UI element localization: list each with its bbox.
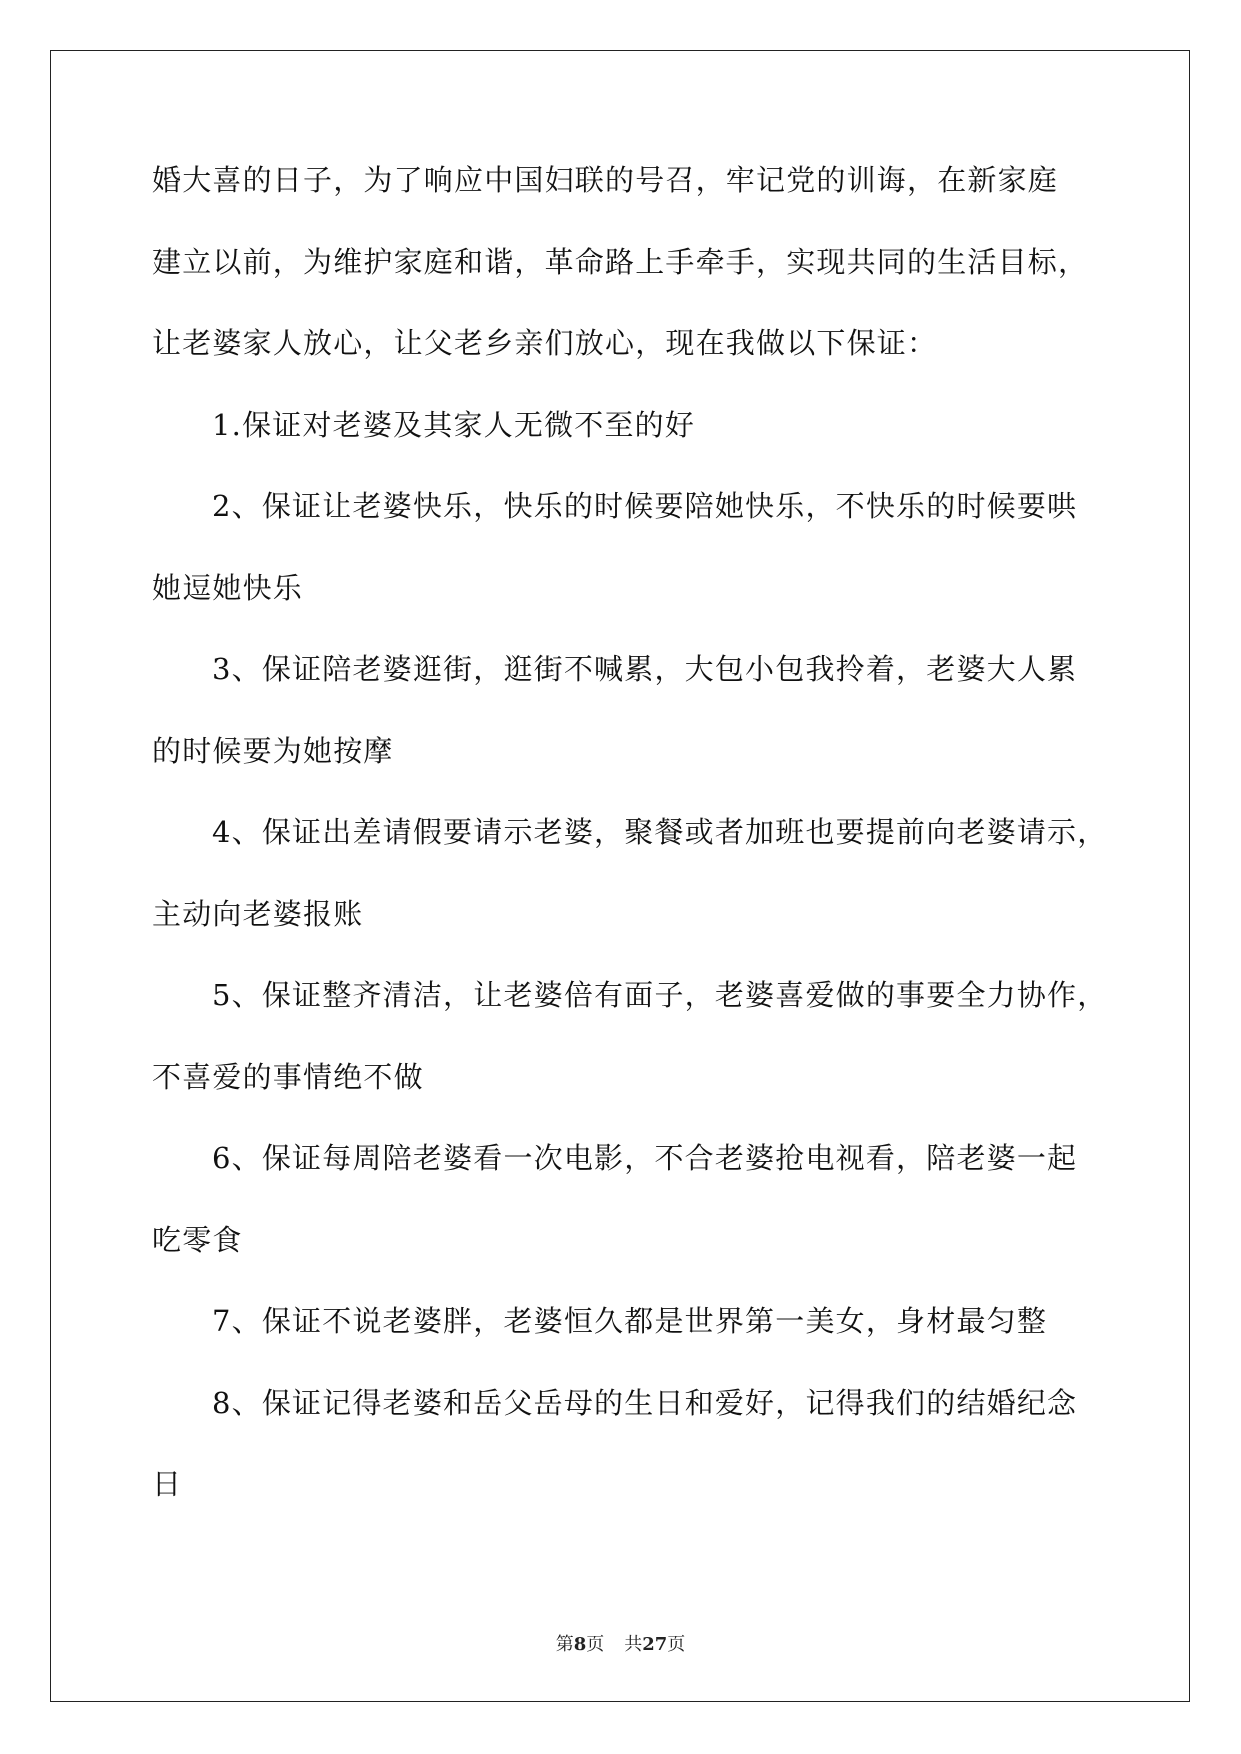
page-prefix: 第 [555, 1634, 574, 1655]
list-item-4: 4、保证出差请假要请示老婆，聚餐或者加班也要提前向老婆请示， [212, 815, 1108, 849]
list-item-2-continued: 她逗她快乐 [152, 570, 304, 605]
document-body [152, 160, 1108, 1546]
list-item-1: 1.保证对老婆及其家人无微不至的好 [212, 407, 696, 442]
total-suffix: 页 [667, 1634, 686, 1655]
list-item-3-continued: 的时候要为她按摩 [152, 733, 394, 768]
list-item-6: 6、保证每周陪老婆看一次电影，不合老婆抢电视看，陪老婆一起 [212, 1141, 1078, 1175]
page-footer [0, 1630, 1241, 1656]
total-pages: 27 [642, 1634, 668, 1655]
list-item-2: 2、保证让老婆快乐，快乐的时候要陪她快乐，不快乐的时候要哄 [212, 489, 1078, 523]
total-prefix: 共 [624, 1634, 643, 1655]
page-number: 8 [573, 1634, 587, 1655]
list-item-8: 8、保证记得老婆和岳父岳母的生日和爱好，记得我们的结婚纪念 [212, 1385, 1078, 1420]
list-item-5: 5、保证整齐清洁，让老婆倍有面子，老婆喜爱做的事要全力协作， [212, 978, 1108, 1012]
list-item-7: 7、保证不说老婆胖，老婆恒久都是世界第一美女，身材最匀整 [212, 1304, 1048, 1338]
body-line: 让老婆家人放心，让父老乡亲们放心，现在我做以下保证： [152, 326, 938, 360]
body-line: 建立以前，为维护家庭和谐，革命路上手牵手，实现共同的生活目标， [152, 244, 1089, 279]
page-suffix: 页 [586, 1634, 605, 1655]
list-item-6-continued: 吃零食 [152, 1222, 243, 1257]
list-item-8-continued: 日 [152, 1467, 183, 1501]
body-line: 婚大喜的日子，为了响应中国妇联的号召，牢记党的训诲，在新家庭 [152, 163, 1059, 197]
list-item-4-continued: 主动向老婆报账 [152, 896, 364, 931]
list-item-3: 3、保证陪老婆逛街，逛街不喊累，大包小包我拎着，老婆大人累 [212, 652, 1078, 686]
list-item-5-continued: 不喜爱的事情绝不做 [152, 1059, 424, 1094]
